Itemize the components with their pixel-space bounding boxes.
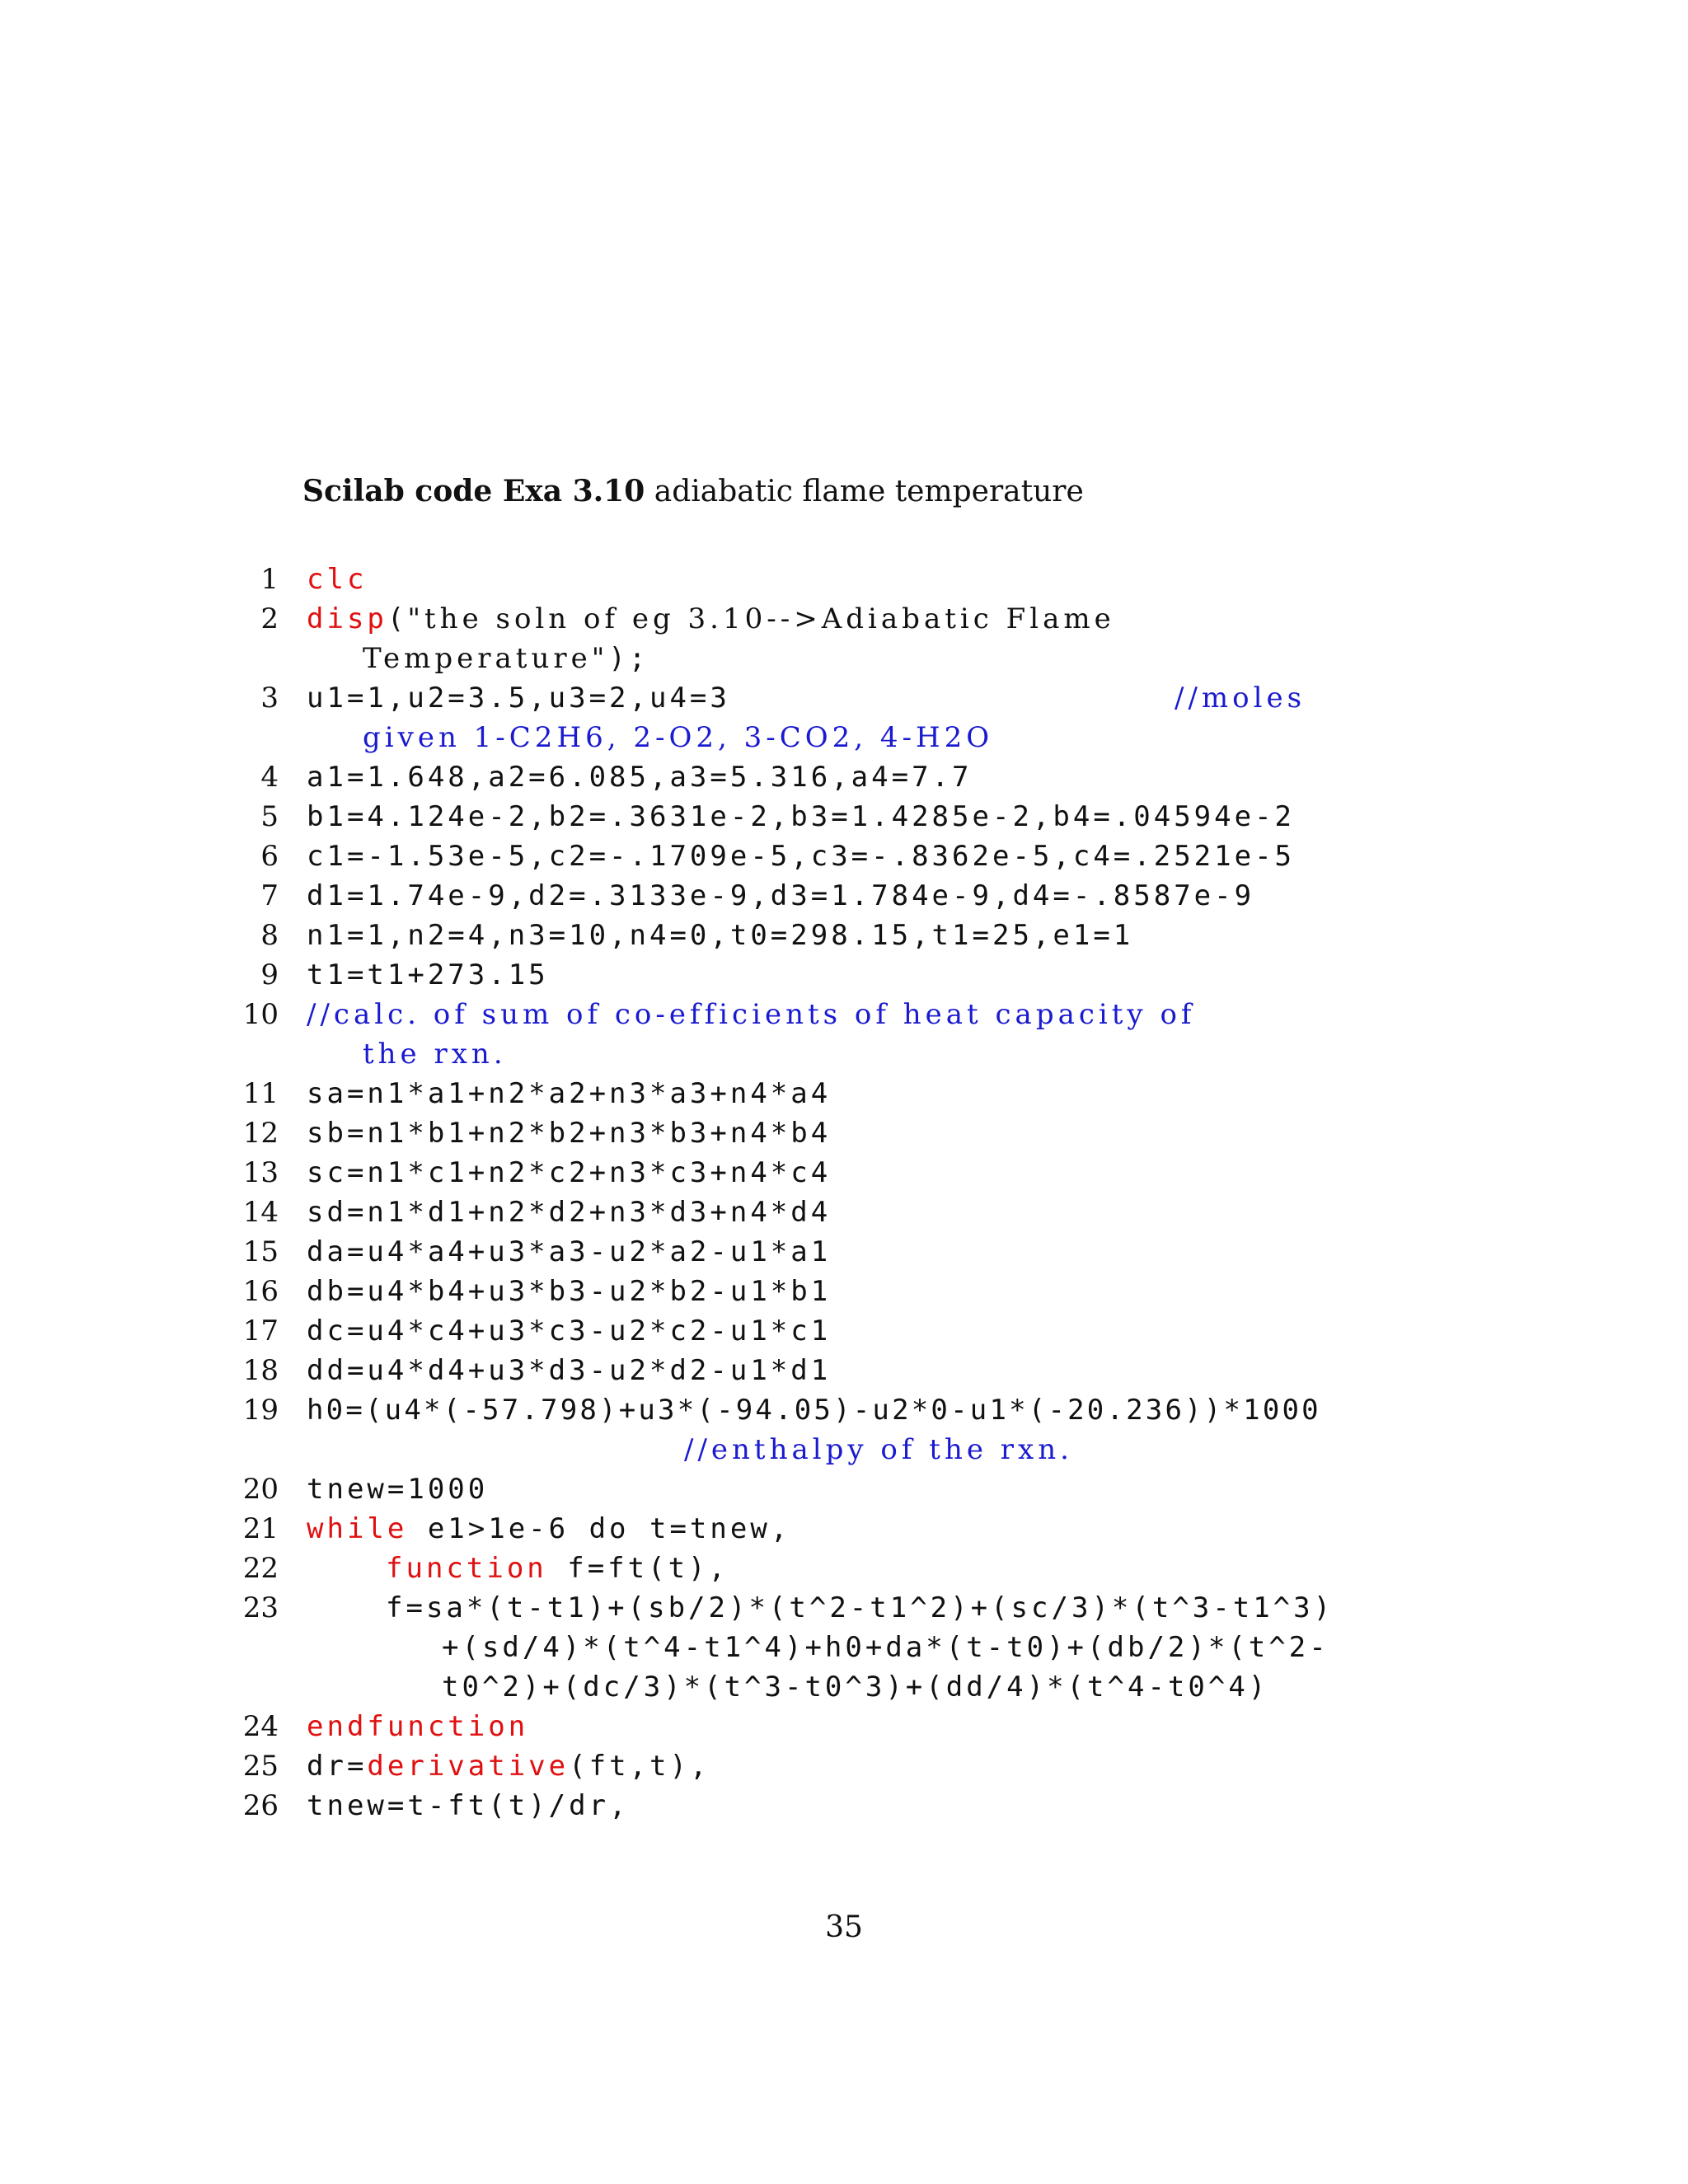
keyword: while (307, 1512, 408, 1545)
code-text: dd=u4*d4+u3*d3-u2*d2-u1*d1 (307, 1354, 832, 1387)
comment: //moles (1175, 682, 1306, 715)
line-number: 18 (242, 1354, 279, 1387)
code-line-continuation (0, 1667, 1688, 1707)
code-line (0, 757, 1688, 797)
line-number: 9 (260, 958, 279, 991)
code-line-continuation (0, 1628, 1688, 1667)
line-number: 12 (242, 1117, 279, 1150)
line-number: 10 (242, 998, 279, 1031)
code-text: f=ft(t), (546, 1552, 729, 1585)
keyword: endfunction (307, 1710, 529, 1743)
code-line (0, 560, 1688, 599)
code-caption (302, 474, 1084, 509)
keyword: derivative (367, 1750, 570, 1783)
code-text: c1=-1.53e-5,c2=-.1709e-5,c3=-.8362e-5,c4=.2521e-5 (307, 840, 1296, 873)
code-text: tnew=1000 (307, 1473, 489, 1506)
line-number: 21 (242, 1512, 279, 1545)
code-text: d1=1.74e-9,d2=.3133e-9,d3=1.784e-9,d4=-.8587e-9 (307, 879, 1255, 912)
line-number: 19 (242, 1394, 279, 1427)
line-number: 2 (260, 602, 279, 635)
code-text: f=sa*(t-t1)+(sb/2)*(t^2-t1^2)+(sc/3)*(t^3-t1^3) (386, 1591, 1334, 1624)
line-number: 15 (242, 1235, 279, 1268)
code-line (0, 955, 1688, 995)
code-line (0, 1707, 1688, 1746)
code-line-continuation (0, 639, 1688, 678)
line-number: 1 (260, 563, 279, 596)
code-text: tnew=t-ft(t)/dr, (307, 1789, 630, 1822)
code-line (0, 1193, 1688, 1232)
code-line (0, 599, 1688, 639)
code-text: t0^2)+(dc/3)*(t^3-t0^3)+(dd/4)*(t^4-t0^4) (442, 1671, 1269, 1704)
line-number: 26 (242, 1789, 279, 1822)
comment: //enthalpy of the rxn. (684, 1433, 1073, 1466)
line-number: 11 (242, 1077, 279, 1110)
code-line (0, 1113, 1688, 1153)
line-number: 17 (242, 1315, 279, 1347)
keyword: disp (307, 602, 387, 635)
code-text: u1=1,u2=3.5,u3=2,u4=3 (307, 682, 730, 715)
code-text: h0=(u4*(-57.798)+u3*(-94.05)-u2*0-u1*(-20.236))*1000 (307, 1394, 1321, 1427)
code-text: a1=1.648,a2=6.085,a3=5.316,a4=7.7 (307, 761, 973, 794)
code-line (0, 1153, 1688, 1193)
code-text: ( (387, 602, 408, 635)
code-text: t1=t1+273.15 (307, 958, 549, 991)
code-line (0, 837, 1688, 876)
code-line (0, 1469, 1688, 1509)
line-number: 16 (242, 1275, 279, 1308)
code-line (0, 1074, 1688, 1113)
code-text: +(sd/4)*(t^4-t1^4)+h0+da*(t-t0)+(db/2)*(t^2- (442, 1631, 1329, 1664)
caption-label: Scilab code Exa 3.10 (302, 474, 645, 509)
code-line-continuation (0, 1034, 1688, 1074)
code-text: e1>1e-6 do t=tnew, (407, 1512, 791, 1545)
code-line (0, 1272, 1688, 1311)
code-line (0, 1588, 1688, 1628)
code-text: sa=n1*a1+n2*a2+n3*a3+n4*a4 (307, 1077, 832, 1110)
code-line (0, 1509, 1688, 1549)
code-line (0, 1549, 1688, 1588)
line-number: 14 (242, 1196, 279, 1229)
line-number: 25 (242, 1750, 279, 1783)
code-line-continuation (0, 718, 1688, 757)
keyword: clc (307, 563, 368, 596)
code-line (0, 916, 1688, 955)
code-line (0, 1232, 1688, 1272)
comment: given 1-C2H6, 2-O2, 3-CO2, 4-H2O (363, 721, 994, 754)
code-text: b1=4.124e-2,b2=.3631e-2,b3=1.4285e-2,b4=.04594e-2 (307, 800, 1296, 833)
line-number: 6 (260, 840, 279, 873)
line-number: 3 (260, 682, 279, 715)
line-number: 24 (242, 1710, 279, 1743)
comment: the rxn. (363, 1038, 507, 1071)
code-line (0, 1390, 1688, 1430)
code-line (0, 995, 1688, 1034)
code-text: sc=n1*c1+n2*c2+n3*c3+n4*c4 (307, 1156, 832, 1189)
code-text: (ft,t), (569, 1750, 710, 1783)
code-line (0, 797, 1688, 837)
line-number: 7 (260, 879, 279, 912)
comment: //calc. of sum of co-efficients of heat capacity of (307, 998, 1196, 1031)
code-text: db=u4*b4+u3*b3-u2*b2-u1*b1 (307, 1275, 832, 1308)
line-number: 4 (260, 761, 279, 794)
code-text: dr= (307, 1750, 368, 1783)
code-line (0, 1746, 1688, 1786)
code-text: sb=n1*b1+n2*b2+n3*b3+n4*b4 (307, 1117, 832, 1150)
line-number: 5 (260, 800, 279, 833)
code-text: da=u4*a4+u3*a3-u2*a2-u1*a1 (307, 1235, 832, 1268)
line-number: 13 (242, 1156, 279, 1189)
keyword: function (386, 1552, 547, 1585)
string-literal: Temperature" (363, 642, 609, 675)
line-number: 20 (242, 1473, 279, 1506)
code-line (0, 876, 1688, 916)
code-text: ); (608, 642, 649, 675)
code-line-continuation (0, 1430, 1688, 1469)
code-line (0, 1311, 1688, 1351)
page-number: 35 (825, 1910, 863, 1944)
code-text: dc=u4*c4+u3*c3-u2*c2-u1*c1 (307, 1315, 832, 1347)
line-number: 23 (242, 1591, 279, 1624)
line-number: 22 (242, 1552, 279, 1585)
code-text: sd=n1*d1+n2*d2+n3*d3+n4*d4 (307, 1196, 832, 1229)
line-number: 8 (260, 919, 279, 952)
string-literal: "the soln of eg 3.10-->Adiabatic Flame (407, 602, 1115, 635)
code-line (0, 1351, 1688, 1390)
code-line (0, 1786, 1688, 1825)
code-line (0, 678, 1688, 718)
caption-title: adiabatic flame temperature (654, 475, 1084, 509)
code-text: n1=1,n2=4,n3=10,n4=0,t0=298.15,t1=25,e1=1 (307, 919, 1134, 952)
